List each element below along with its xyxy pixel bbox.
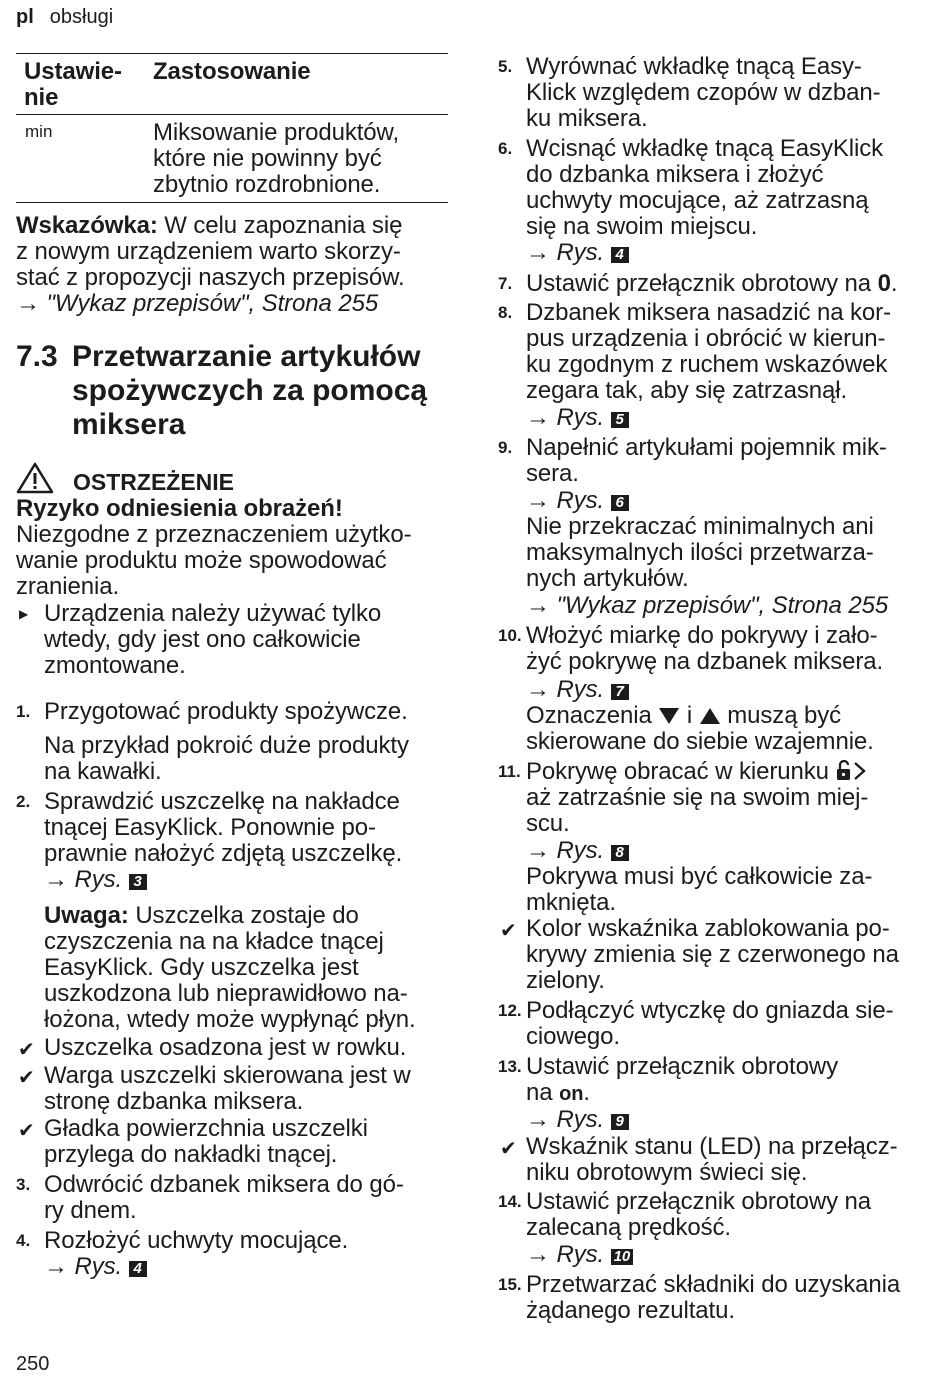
table-bottom-rule (16, 202, 448, 203)
tip-paragraph (16, 213, 456, 291)
section-title: Przetwarzanie artykułów spożywczych za pomocą miksera (72, 340, 428, 441)
check-icon: ✔ (18, 1039, 35, 1061)
figure-badge: 10 (611, 1249, 634, 1265)
step-9-text: Napełnić artykułami pojemnik mik- sera. (526, 434, 887, 487)
figure-badge: 8 (611, 845, 629, 861)
step-10-note-2: skierowane do siebie wzajemnie. (526, 728, 874, 755)
step-15-text: Przetwarzać składniki do uzyskania żądanego rezultatu. (526, 1271, 901, 1324)
step-13-text: Ustawić przełącznik obrotowy (526, 1053, 838, 1080)
table-header-rule (16, 114, 448, 115)
step-8-ref[interactable]: → Rys. 5 (526, 405, 629, 431)
step-11-text: Pokrywę obracać w kierunku (526, 759, 871, 785)
triangle-down-icon (658, 707, 680, 725)
step-9-note: Nie przekraczać minimalnych ani maksymalnych ilości przetwarza- nych artykułów. (526, 513, 874, 592)
figure-badge: 3 (129, 874, 147, 890)
check-1-text: Uszczelka osadzona jest w rowku. (44, 1034, 407, 1061)
check-icon: ✔ (500, 920, 517, 942)
check-icon: ✔ (18, 1120, 35, 1142)
warning-bullet: Urządzenia należy używać tylko wtedy, gdy jest ono całkowicie zmontowane. (44, 600, 382, 679)
step-2-note: Uwaga: Uszczelka zostaje do czyszczenia na na kładce tnącej EasyKlick. Gdy uszczelka jest uszkodzona lub nieprawidłowo na- łożona, wtedy może wypłynąć płyn. (44, 902, 416, 1033)
bullet-triangle-icon: ▶ (19, 607, 29, 621)
step-13-text-2: na on. (526, 1079, 590, 1106)
figure-badge: 4 (129, 1261, 147, 1277)
check-3-text: Gładka powierzchnia uszczelki przylega do nakładki tnącej. (44, 1115, 368, 1168)
check-icon: ✔ (18, 1067, 35, 1089)
step-2-ref[interactable]: → Rys. 3 (44, 867, 147, 893)
switch-value: on (559, 1083, 584, 1105)
step-1-text: Przygotować produkty spożywcze. (44, 698, 408, 725)
triangle-up-icon (699, 707, 721, 725)
step-4-text: Rozłożyć uchwyty mocujące. (44, 1227, 349, 1254)
page-header (16, 6, 113, 29)
warning-triangle-icon (16, 462, 54, 499)
step-2-text: Sprawdzić uszczelkę na nakładce tnącej EasyKlick. Ponownie po- prawnie nałożyć zdjętą uszczelkę. (44, 788, 403, 867)
header-title: obsługi (49, 6, 114, 28)
step-9-ref[interactable]: → Rys. 6 (526, 488, 629, 514)
step-11-note: Pokrywa musi być całkowicie za- mknięta. (526, 863, 873, 916)
figure-badge: 4 (611, 247, 629, 263)
step-11-text-2: aż zatrzaśnie się na swoim miej- scu. (526, 784, 869, 837)
note-label: Uwaga: (44, 902, 129, 929)
step-5-text: Wyrównać wkładkę tnącą Easy- Klick względem czopów w dzban- ku miksera. (526, 53, 881, 132)
table-cell-setting: min (25, 122, 53, 141)
check-4-text: Kolor wskaźnika zablokowania po- krywy zmienia się z czerwonego na zielony. (526, 915, 899, 994)
table-header-setting: Ustawie- nie (24, 58, 122, 111)
table-top-rule (16, 53, 448, 54)
figure-badge: 6 (611, 495, 629, 511)
step-13-ref[interactable]: → Rys. 9 (526, 1107, 629, 1133)
check-icon: ✔ (500, 1138, 517, 1160)
step-11-ref[interactable]: → Rys. 8 (526, 838, 629, 864)
step-8-text: Dzbanek miksera nasadzić na kor- pus urządzenia i obrócić w kierun- ku zgodnym z ruchem wskazówek zegara tak, aby się zatrzasnął. (526, 299, 891, 404)
warning-risk: Ryzyko odniesienia obrażeń! (16, 495, 343, 522)
step-4-ref[interactable]: → Rys. 4 (44, 1254, 147, 1280)
tip-reference-link[interactable]: → "Wykaz przepisów", Strona 255 (16, 290, 379, 317)
step-10-text: Włożyć miarkę do pokrywy i zało- żyć pokrywę na dzbanek miksera. (526, 622, 884, 675)
check-2-text: Warga uszczelki skierowana jest w stronę dzbanka miksera. (44, 1062, 411, 1115)
language-code: pl (16, 6, 34, 28)
figure-badge: 9 (611, 1114, 629, 1130)
section-number: 7.3 (16, 340, 58, 373)
step-10-note: Oznaczenia i muszą być (526, 702, 842, 729)
warning-label: OSTRZEŻENIE (73, 469, 235, 495)
page-number: 250 (16, 1353, 50, 1375)
tip-text: W celu zapoznania się z nowym urządzeniem warto skorzy- stać z propozycji naszych przepisów. (16, 212, 405, 291)
switch-value: 0 (877, 270, 891, 297)
figure-badge: 5 (611, 412, 629, 428)
warning-text: Niezgodne z przeznaczeniem użytko- wanie produktu może spowodować zranienia. (16, 521, 412, 600)
check-5-text: Wskaźnik stanu (LED) na przełącz- niku obrotowym świeci się. (526, 1133, 898, 1186)
step-3-text: Odwrócić dzbanek miksera do gó- ry dnem. (44, 1171, 404, 1224)
step-1-note: Na przykład pokroić duże produkty na kawałki. (44, 732, 409, 785)
step-12-text: Podłączyć wtyczkę do gniazda sie- ciowego. (526, 997, 894, 1050)
table-cell-use: Miksowanie produktów, które nie powinny być zbytnio rozdrobnione. (153, 119, 400, 198)
table-header-use: Zastosowanie (153, 58, 311, 85)
step-10-ref[interactable]: → Rys. 7 (526, 677, 629, 703)
step-9-recipe-link[interactable]: → "Wykaz przepisów", Strona 255 (526, 592, 889, 619)
tip-label: Wskazówka: (16, 212, 158, 239)
unlock-arrow-icon (835, 760, 871, 782)
step-14-text: Ustawić przełącznik obrotowy na zalecaną prędkość. (526, 1188, 872, 1241)
figure-badge: 7 (611, 684, 629, 700)
step-6-ref[interactable]: → Rys. 4 (526, 240, 629, 266)
step-14-ref[interactable]: → Rys. 10 (526, 1242, 633, 1268)
step-6-text: Wcisnąć wkładkę tnącą EasyKlick do dzbanka miksera i złożyć uchwyty mocujące, aż zatrzasną się na swoim miejscu. (526, 135, 884, 240)
step-7-text: Ustawić przełącznik obrotowy na 0. (526, 270, 898, 297)
